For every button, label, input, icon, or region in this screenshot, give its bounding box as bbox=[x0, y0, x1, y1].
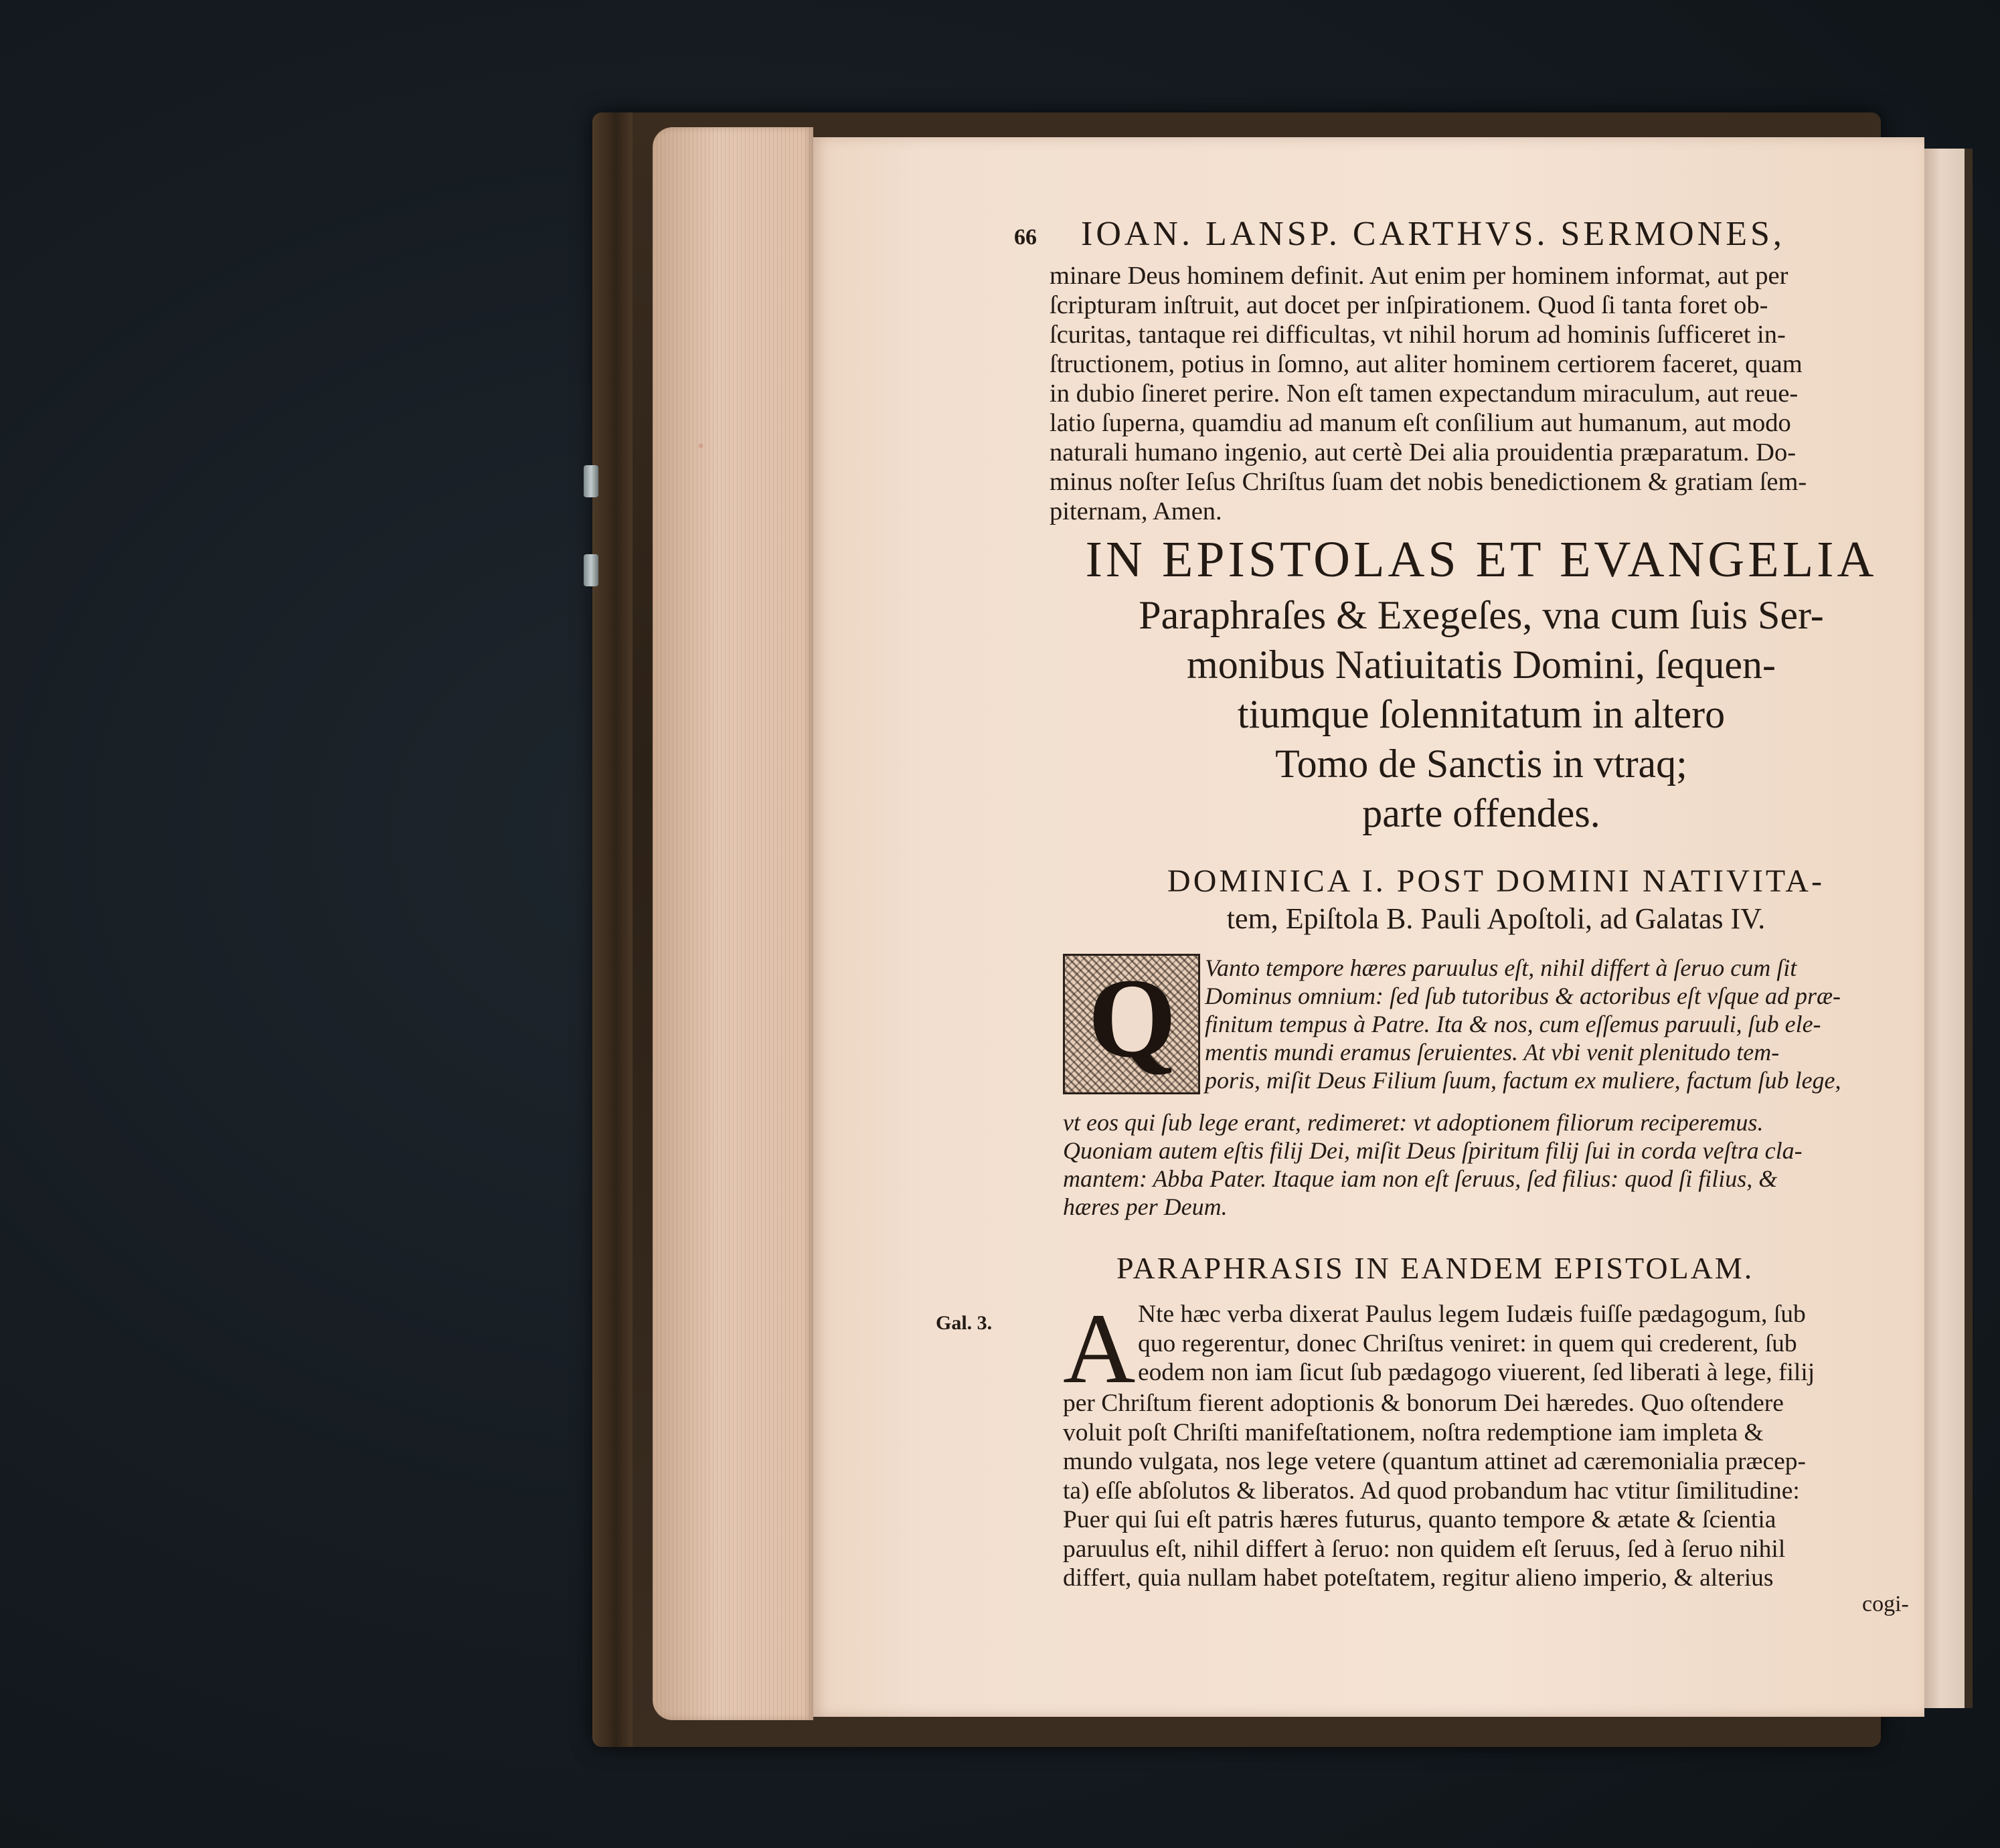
epistle-line: finitum tempus à Patre. Ita & nos, cum eſſemus paruuli, ſub ele- bbox=[1205, 1011, 1821, 1037]
text-line: ſtructionem, potius in ſomno, aut aliter hominem certiorem faceret, quam bbox=[1050, 350, 1803, 378]
text-line: piternam, Amen. bbox=[1050, 497, 1222, 525]
next-page-edge bbox=[1924, 149, 1965, 1708]
paraphrasis-line: voluit poſt Chriſti manifeſtationem, noſtra redemptione iam impleta & bbox=[1063, 1418, 1764, 1446]
heading-line: tiumque ſolennitatum in altero bbox=[1237, 692, 1726, 736]
initial-a: A bbox=[1063, 1293, 1136, 1404]
paraphrasis-line: per Chriſtum fierent adoptionis & bonorum Dei hæredes. Quo oſtendere bbox=[1063, 1390, 1784, 1417]
page-edges-left bbox=[653, 127, 813, 1720]
paraphrasis-line: Nte hæc verba dixerat Paulus legem Iudæis fuiſſe pædagogum, ſub bbox=[1138, 1300, 1806, 1328]
dominica-title: DOMINICA I. POST DOMINI NATIVITA- bbox=[1167, 863, 1825, 899]
cover-edge-right bbox=[1965, 149, 1973, 1708]
paraphrasis-body bbox=[1063, 1389, 1926, 1593]
heading-line: monibus Natiuitatis Domini, ſequen- bbox=[1187, 643, 1776, 687]
heading-line: parte offendes. bbox=[1362, 791, 1600, 835]
epistle-line: vt eos qui ſub lege erant, redimeret: vt adoptionem filiorum reciperemus. bbox=[1063, 1109, 1764, 1136]
paraphrasis-line: quo regerentur, donec Chriſtus veniret: in quem qui crederent, ſub bbox=[1138, 1329, 1797, 1357]
epistle-line: Vanto tempore hæres paruulus eſt, nihil differt à ſeruo cum ſit bbox=[1205, 954, 1797, 981]
paraphrasis-heading: PARAPHRASIS IN EANDEM EPISTOLAM. bbox=[1116, 1251, 1754, 1285]
text-line: latio ſuperna, quamdiu ad manum eſt conſilium aut humanum, aut modo bbox=[1050, 409, 1791, 437]
text-line: minus noſter Ieſus Chriſtus ſuam det nobis benedictionem & gratiam ſem- bbox=[1050, 468, 1807, 496]
heading-main: IN EPISTOLAS ET EVANGELIA bbox=[1085, 531, 1878, 588]
clasp-lower bbox=[584, 554, 598, 586]
margin-note: Gal. 3. bbox=[936, 1312, 993, 1334]
intro-paragraph bbox=[1050, 261, 1920, 526]
epistle-line: Quoniam autem eſtis filij Dei, miſit Deus ſpiritum filij ſui in corda veſtra cla- bbox=[1063, 1137, 1803, 1164]
epistle-beside-initial bbox=[1205, 954, 1921, 1094]
page-number: 66 bbox=[1014, 225, 1037, 250]
heading-line: Tomo de Sanctis in vtraq; bbox=[1275, 742, 1687, 786]
paraphrasis-line: Puer qui ſui eſt patris hæres futurus, quanto tempore & ætate & ſcientia bbox=[1063, 1506, 1776, 1533]
paraphrasis-line: eodem non iam ſicut ſub pædagogo viuerent, ſed liberati à lege, filij bbox=[1138, 1359, 1815, 1386]
heading-line: Paraphraſes & Exegeſes, vna cum ſuis Ser- bbox=[1139, 593, 1824, 637]
epistle-line: poris, miſit Deus Filium ſuum, factum ex muliere, factum ſub lege, bbox=[1205, 1067, 1841, 1094]
paraphrasis-line: mundo vulgata, nos lege vetere (quantum attinet ad cæremonialia præcep- bbox=[1063, 1448, 1807, 1475]
epistle-line: hæres per Deum. bbox=[1063, 1193, 1228, 1220]
clasp-upper bbox=[584, 465, 598, 497]
text-line: in dubio ſineret perire. Non eſt tamen expectandum miraculum, aut reue- bbox=[1050, 380, 1799, 408]
paraphrasis-line: differt, quia nullam habet poteſtatem, regitur alieno imperio, & alterius bbox=[1063, 1564, 1774, 1592]
dominica-subtitle: tem, Epiſtola B. Pauli Apoſtoli, ad Galatas IV. bbox=[1226, 902, 1766, 935]
text-line: ſcuritas, tantaque rei difficultas, vt nihil horum ad hominis ſufficeret in- bbox=[1050, 321, 1786, 349]
epistle-line: mantem: Abba Pater. Itaque iam non eſt ſeruus, ſed filius: quod ſi filius, & bbox=[1063, 1165, 1778, 1192]
catchword: cogi- bbox=[1862, 1592, 1909, 1616]
text-line: ſcripturam inſtruit, aut docet per inſpirationem. Quod ſi tanta foret ob- bbox=[1050, 291, 1768, 319]
decorated-initial-q: Q bbox=[1080, 961, 1184, 1075]
epistle-line: Dominus omnium: ſed ſub tutoribus & actoribus eſt vſque ad præ- bbox=[1205, 983, 1841, 1009]
book-spine bbox=[592, 112, 633, 1747]
epistle-line: mentis mundi eramus ſeruientes. At vbi venit plenitudo tem- bbox=[1205, 1039, 1780, 1066]
text-line: naturali humano ingenio, aut certè Dei alia prouidentia præparatum. Do- bbox=[1050, 438, 1797, 467]
epistle-continuation bbox=[1063, 1108, 1926, 1221]
paraphrasis-line: paruulus eſt, nihil differt à ſeruo: non quidem eſt ſeruus, ſed à ſeruo nihil bbox=[1063, 1535, 1786, 1563]
section-heading bbox=[1036, 529, 1926, 838]
text-line: minare Deus hominem definit. Aut enim per hominem informat, aut per bbox=[1050, 262, 1788, 290]
running-title: IOAN. LANSP. CARTHVS. SERMONES, bbox=[1081, 215, 1785, 253]
paraphrasis-first-lines bbox=[1138, 1300, 1921, 1388]
dominica-heading bbox=[1064, 862, 1928, 937]
paraphrasis-line: ta) eſſe abſolutos & liberatos. Ad quod probandum hac vtitur ſimilitudine: bbox=[1063, 1477, 1800, 1505]
